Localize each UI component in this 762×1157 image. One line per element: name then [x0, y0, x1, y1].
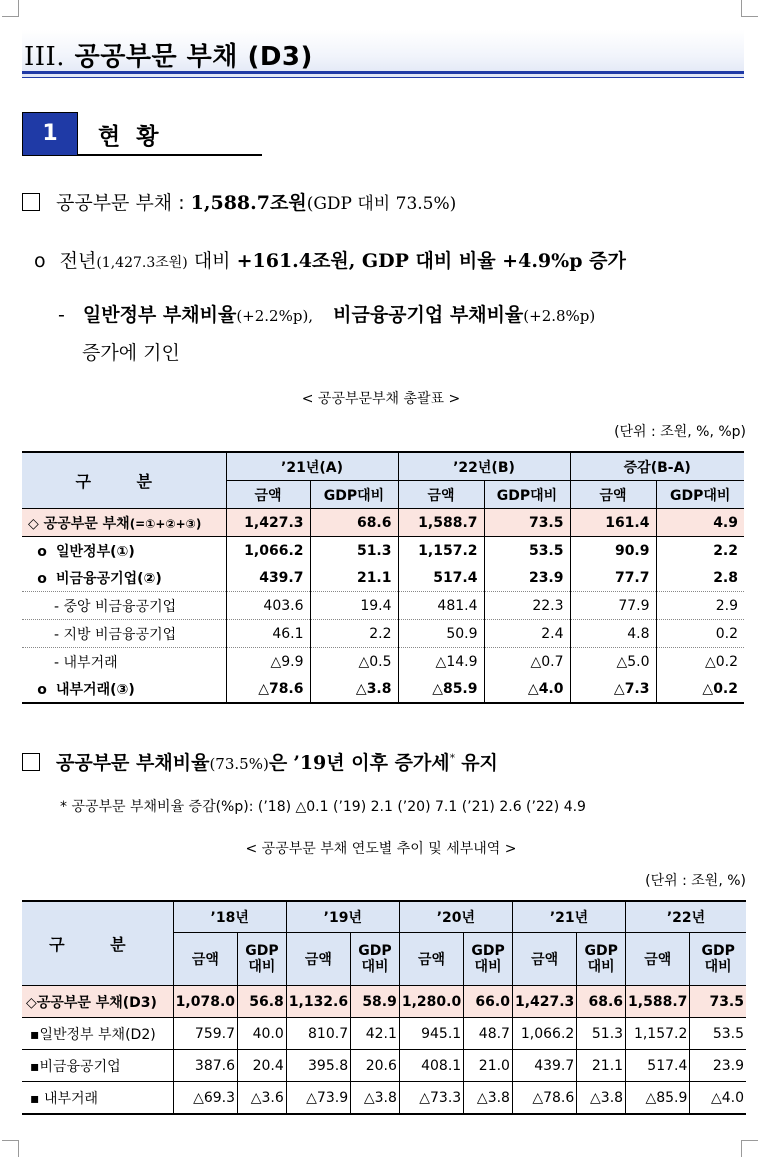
table-row	[22, 1018, 746, 1050]
crop-mark-top-right	[741, 0, 758, 17]
cell: 810.7	[286, 1018, 350, 1050]
gdp-line1: GDP	[245, 943, 279, 959]
cell: 0.2	[656, 620, 744, 648]
cell: 387.6	[173, 1050, 237, 1082]
table1-col-label: 구 분	[22, 452, 226, 509]
gdp-line2: 대비	[474, 959, 502, 975]
cell: △3.8	[464, 1082, 513, 1115]
cell: 58.9	[351, 986, 400, 1018]
table1-subcol: GDP대비	[656, 481, 744, 509]
row-label: ▪비금융공기업	[22, 1050, 173, 1082]
crop-mark-bottom-left	[2, 1140, 19, 1157]
cell: △73.3	[399, 1082, 463, 1115]
circle-bullet: o	[34, 250, 46, 272]
year-header: ’20년	[399, 901, 512, 933]
cell: △78.6	[226, 675, 310, 703]
table1-subcol: 금액	[226, 481, 310, 509]
table-row	[22, 675, 744, 703]
cell: 2.9	[656, 592, 744, 620]
cell: 408.1	[399, 1050, 463, 1082]
row-label	[22, 620, 226, 648]
row-bullet: o	[37, 543, 47, 560]
gdp-line1: GDP	[358, 943, 392, 959]
row-label-text: 내부거래	[63, 654, 118, 671]
cell: 46.1	[226, 620, 310, 648]
subcol-amount: 금액	[626, 933, 690, 986]
subcol-gdp	[351, 933, 400, 986]
cell: △3.8	[577, 1082, 626, 1115]
cell: 1,427.3	[226, 509, 310, 537]
cell: 77.7	[570, 564, 656, 592]
cell: △3.8	[310, 675, 398, 703]
chapter-title-text: 공공부문 부채 (D3)	[74, 42, 313, 72]
trend-a: 공공부문 부채비율	[56, 752, 210, 774]
subcol-gdp	[577, 933, 626, 986]
table-row	[22, 592, 744, 620]
summary-table	[22, 451, 744, 704]
cell: △4.0	[484, 675, 570, 703]
row-bullet: -	[54, 598, 60, 615]
cell: 22.3	[484, 592, 570, 620]
checkbox-square-icon	[22, 193, 40, 211]
yearly-table	[22, 900, 746, 1115]
crop-mark-top-left	[2, 0, 19, 17]
year-header: ’22년	[626, 901, 746, 933]
section-heading	[22, 112, 262, 156]
row-label	[22, 675, 226, 703]
gdp-line1: GDP	[701, 943, 735, 959]
cell: 73.5	[690, 986, 746, 1018]
trend-line	[22, 748, 498, 775]
cell: 53.5	[690, 1018, 746, 1050]
cell: △3.6	[238, 1082, 287, 1115]
summary-lead: 공공부문 부채 :	[56, 192, 185, 214]
banner-rule-thick	[22, 71, 744, 74]
section-underline	[78, 154, 262, 156]
cell: 945.1	[399, 1018, 463, 1050]
row-bullet: o	[37, 570, 47, 587]
table1-subcol: 금액	[570, 481, 656, 509]
table-row	[22, 1082, 746, 1115]
table-row	[22, 648, 744, 676]
cell: 51.3	[310, 537, 398, 565]
cell: △85.9	[626, 1082, 690, 1115]
trend-b: (73.5%)	[209, 755, 269, 773]
year-header: ’21년	[512, 901, 625, 933]
cell: △4.0	[690, 1082, 746, 1115]
row-label-text: 일반정부(①)	[56, 543, 135, 560]
cell: 68.6	[310, 509, 398, 537]
table2-header-row	[22, 901, 746, 933]
table2-unit: (단위 : 조원, %)	[645, 873, 746, 889]
row-label-text: 지방 비금융공기업	[63, 626, 177, 643]
table2-caption: < 공공부문 부채 연도별 추이 및 세부내역 >	[245, 841, 517, 857]
subcol-amount: 금액	[173, 933, 237, 986]
cell: 56.8	[238, 986, 287, 1018]
cell: 517.4	[398, 564, 484, 592]
row-label	[22, 592, 226, 620]
subcol-amount: 금액	[399, 933, 463, 986]
row-label	[22, 509, 226, 537]
cell: △0.2	[656, 648, 744, 676]
summary-value: 1,588.7조원	[190, 192, 307, 214]
section-number: 1	[22, 112, 78, 156]
row-label	[22, 564, 226, 592]
row-label-text: 공공부문 부채	[43, 515, 130, 532]
change-c: 대비	[193, 250, 231, 272]
section-label: 현 황	[98, 124, 163, 150]
row-label: ▪일반정부 부채(D2)	[22, 1018, 173, 1050]
gdp-line2: 대비	[587, 959, 615, 975]
cell: 439.7	[512, 1050, 576, 1082]
cell: △69.3	[173, 1082, 237, 1115]
cell: 73.5	[484, 509, 570, 537]
cell: △0.7	[484, 648, 570, 676]
table-row	[22, 564, 744, 592]
cell: 2.2	[656, 537, 744, 565]
trend-footnote: * 공공부문 부채비율 증감(%p): (’18) △0.1 (’19) 2.1 (’20) 7.1 (’21) 2.6 (’22) 4.9	[60, 799, 586, 815]
table-row	[22, 1050, 746, 1082]
cell: △0.2	[656, 675, 744, 703]
cell: △85.9	[398, 675, 484, 703]
chapter-banner	[22, 30, 744, 78]
change-line	[34, 246, 626, 273]
table-row	[22, 986, 746, 1018]
table-row	[22, 537, 744, 565]
trend-e: 유지	[461, 752, 498, 774]
cell: 19.4	[310, 592, 398, 620]
change-b: (1,427.3조원)	[96, 255, 188, 271]
cell: 161.4	[570, 509, 656, 537]
table-row	[22, 620, 744, 648]
table1-header-row	[22, 452, 744, 481]
cell: 20.6	[351, 1050, 400, 1082]
cell: 68.6	[577, 986, 626, 1018]
cell: 481.4	[398, 592, 484, 620]
subcol-gdp	[238, 933, 287, 986]
trend-d: ’19년 이후 증가세	[293, 752, 450, 774]
cell: 48.7	[464, 1018, 513, 1050]
table2-col-label: 구 분	[22, 901, 173, 986]
row-bullet: ◇	[28, 515, 39, 532]
banner-rule-thin	[22, 77, 744, 78]
table1-subcol: GDP대비	[310, 481, 398, 509]
trend-sup: *	[449, 751, 456, 765]
cell: 395.8	[286, 1050, 350, 1082]
cell: 23.9	[484, 564, 570, 592]
summary-line	[22, 188, 456, 215]
cause-d: (+2.8%p)	[523, 307, 596, 325]
row-bullet: -	[54, 654, 60, 671]
cell: △5.0	[570, 648, 656, 676]
cell: 1,066.2	[512, 1018, 576, 1050]
cell: 42.1	[351, 1018, 400, 1050]
cause-line	[58, 300, 595, 327]
subcol-amount: 금액	[512, 933, 576, 986]
cell: △9.9	[226, 648, 310, 676]
cell: 1,157.2	[626, 1018, 690, 1050]
cause-c: 비금융공기업 부채비율	[333, 304, 524, 326]
table1-unit: (단위 : 조원, %, %p)	[614, 424, 746, 440]
cell: 1,427.3	[512, 986, 576, 1018]
checkbox-square-icon	[22, 753, 40, 771]
chapter-title	[24, 36, 313, 73]
row-label-text: 내부거래(③)	[56, 681, 135, 698]
cell: 1,588.7	[626, 986, 690, 1018]
subcol-amount: 금액	[286, 933, 350, 986]
cell: 2.4	[484, 620, 570, 648]
row-label-text: 중앙 비금융공기업	[63, 598, 177, 615]
cell: △3.8	[351, 1082, 400, 1115]
cell: 1,157.2	[398, 537, 484, 565]
row-label: ▪ 내부거래	[22, 1082, 173, 1115]
cell: △78.6	[512, 1082, 576, 1115]
cell: 1,280.0	[399, 986, 463, 1018]
year-header: ’19년	[286, 901, 399, 933]
cell: △73.9	[286, 1082, 350, 1115]
cell: 4.8	[570, 620, 656, 648]
cell: 1,066.2	[226, 537, 310, 565]
table1-group-2022: ’22년(B)	[398, 452, 570, 481]
table1-subcol: 금액	[398, 481, 484, 509]
cell: 1,078.0	[173, 986, 237, 1018]
cell: 21.0	[464, 1050, 513, 1082]
cell: 90.9	[570, 537, 656, 565]
trend-c: 은	[268, 752, 288, 774]
cause-b: (+2.2%p),	[236, 307, 314, 325]
cell: △0.5	[310, 648, 398, 676]
table1-group-change: 증감(B-A)	[570, 452, 744, 481]
cell: 21.1	[577, 1050, 626, 1082]
cell: 21.1	[310, 564, 398, 592]
dash-bullet: -	[58, 304, 65, 326]
cell: 517.4	[626, 1050, 690, 1082]
cell: 759.7	[173, 1018, 237, 1050]
cell: 403.6	[226, 592, 310, 620]
cell: 439.7	[226, 564, 310, 592]
crop-mark-bottom-right	[741, 1140, 758, 1157]
gdp-line2: 대비	[248, 959, 276, 975]
cell: 1,132.6	[286, 986, 350, 1018]
subcol-gdp	[690, 933, 746, 986]
cause-a: 일반정부 부채비율	[82, 304, 237, 326]
row-bullet: -	[54, 626, 60, 643]
cell: 50.9	[398, 620, 484, 648]
change-a: 전년	[59, 250, 97, 272]
table1-group-2021: ’21년(A)	[226, 452, 398, 481]
cell: 77.9	[570, 592, 656, 620]
cell: 4.9	[656, 509, 744, 537]
row-label-text: 비금융공기업(②)	[56, 570, 162, 587]
gdp-line2: 대비	[704, 959, 732, 975]
summary-paren: (GDP 대비 73.5%)	[306, 194, 457, 214]
gdp-line1: GDP	[471, 943, 505, 959]
cell: 40.0	[238, 1018, 287, 1050]
cell: △7.3	[570, 675, 656, 703]
chapter-roman: III.	[24, 42, 66, 72]
cell: 2.8	[656, 564, 744, 592]
row-label	[22, 648, 226, 676]
cell: 20.4	[238, 1050, 287, 1082]
row-label-suffix: (=①+②+③)	[129, 516, 202, 531]
table1-subcol: GDP대비	[484, 481, 570, 509]
cell: 1,588.7	[398, 509, 484, 537]
table1-caption: < 공공부문부채 총괄표 >	[301, 391, 461, 407]
cell: 2.2	[310, 620, 398, 648]
row-label	[22, 537, 226, 565]
cell: 66.0	[464, 986, 513, 1018]
gdp-line2: 대비	[361, 959, 389, 975]
cell: △14.9	[398, 648, 484, 676]
year-header: ’18년	[173, 901, 286, 933]
change-d: +161.4조원, GDP 대비 비율 +4.9%p 증가	[236, 250, 626, 272]
row-label: ◇공공부문 부채(D3)	[22, 986, 173, 1018]
cell: 23.9	[690, 1050, 746, 1082]
subcol-gdp	[464, 933, 513, 986]
gdp-line1: GDP	[584, 943, 618, 959]
table-row	[22, 509, 744, 537]
cell: 53.5	[484, 537, 570, 565]
row-bullet: o	[37, 681, 47, 698]
cell: 51.3	[577, 1018, 626, 1050]
cause-line-2: 증가에 기인	[82, 342, 180, 364]
